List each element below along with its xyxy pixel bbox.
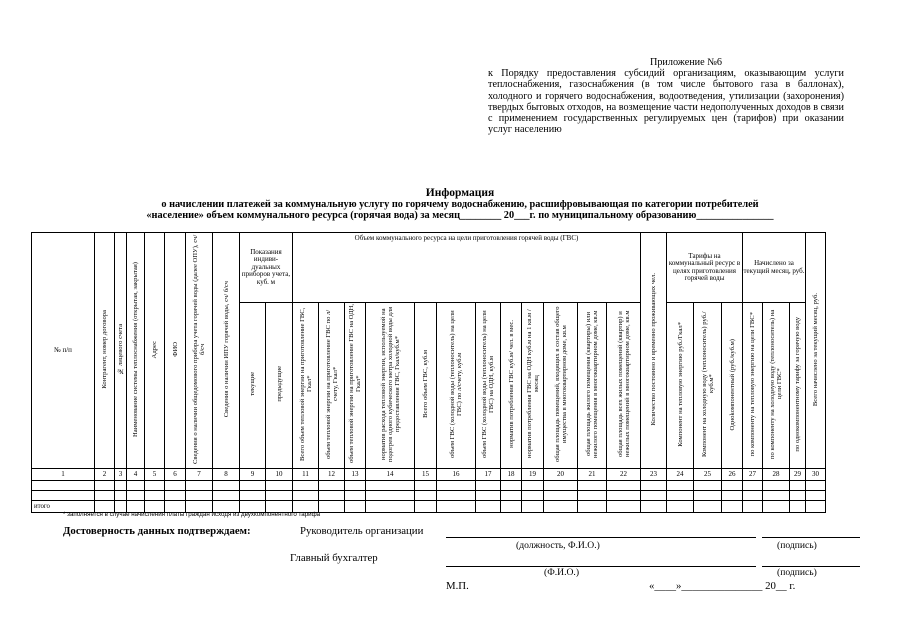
- total-cell: [743, 501, 763, 513]
- column-number-row: [32, 469, 826, 481]
- column-number-3: 3: [115, 469, 127, 481]
- group-head-tariffs: Тарифы на коммунальный ресурс в целях приготовления горячей воды: [667, 233, 743, 303]
- table-cell: [722, 481, 743, 491]
- table-cell: [293, 491, 319, 501]
- table-cell: [806, 481, 826, 491]
- table-cell: [790, 481, 806, 491]
- group-head-readings: Показания индиви- дуальных приборов учета, куб. м: [240, 233, 293, 303]
- table-cell: [145, 491, 165, 501]
- total-cell: [501, 501, 522, 513]
- table-cell: [763, 491, 790, 501]
- table-cell: [694, 491, 722, 501]
- col-head-25: Компонент на холодную воду (теплоноситель) руб./куб.м*: [694, 303, 722, 469]
- heading-line2: «население» объем коммунального ресурса (горячая вода) за месяц________ 20___г. по муниципальному образованию_______________: [146, 210, 774, 221]
- col-head-24: Компонент на тепловую энергию руб./Гкал*: [667, 303, 694, 469]
- total-cell: [319, 501, 345, 513]
- table-cell: [366, 481, 415, 491]
- table-cell: [694, 481, 722, 491]
- signature-hint: (подпись): [777, 540, 817, 551]
- table-cell: [345, 481, 366, 491]
- table-cell: [115, 491, 127, 501]
- table-cell: [578, 491, 607, 501]
- table-cell: [476, 491, 501, 501]
- column-number-8: 8: [213, 469, 240, 481]
- total-cell: [806, 501, 826, 513]
- group-head-volume: Объем коммунального ресурса на цели приготовления горячей воды (ГВС): [293, 233, 641, 303]
- col-head-18: норматив потребления ГВС куб.м/ чел. в мес.: [501, 303, 522, 469]
- group-head-accrued: Начислено за текущий месяц, руб.: [743, 233, 806, 303]
- footnote: * заполняется в случае начисления платы граждан исходя из двухкомпонентного тарифа: [63, 511, 321, 518]
- col-head-17: объем ГВС (холодной воды (теплоноситель) на цели ГВС) на ОДН, куб.м: [476, 303, 501, 469]
- fio-hint: (Ф.И.О.): [544, 567, 580, 578]
- total-cell: [345, 501, 366, 513]
- table-cell: [641, 491, 667, 501]
- col-head-27: по компоненту на тепловую энергию на цели ГВС*: [743, 303, 763, 469]
- col-head-4: Наименование системы теплоснабжения (открытая, закрытая): [127, 233, 145, 469]
- date-field: «____»_______________ 20__ г.: [649, 580, 796, 592]
- table-cell: [607, 481, 641, 491]
- table-cell: [319, 481, 345, 491]
- col-head-11: Всего объем тепловой энергии на приготовление ГВС, Гкал*: [293, 303, 319, 469]
- column-number-25: 25: [694, 469, 722, 481]
- col-head-5: Адрес: [145, 233, 165, 469]
- total-cell: [437, 501, 476, 513]
- table-cell: [293, 481, 319, 491]
- table-cell: [476, 481, 501, 491]
- table-cell: [95, 491, 115, 501]
- column-number-18: 18: [501, 469, 522, 481]
- col-head-7: Сведения о наличии общедомового прибора учета горячей воды (далее ОПУ), сч/ б/сч: [186, 233, 213, 469]
- table-cell: [544, 491, 578, 501]
- col-head-26: Одноkомпонентный (руб./куб.м): [722, 303, 743, 469]
- col-head-1: № п/п: [32, 233, 95, 469]
- table-cell: [319, 491, 345, 501]
- total-cell: [578, 501, 607, 513]
- position-hint: (должность, Ф.И.О.): [516, 540, 600, 551]
- heading-line1: о начислении платежей за коммунальную услугу по горячему водоснабжению, расшифровывающая по категории потребителей: [161, 199, 759, 210]
- col-head-21: общая площадь жилого помещения (квартиры) или нежилого помещения в многоквартирном доме, кв.м: [578, 303, 607, 469]
- col-head-13: объем тепловой энергии на приготовление ГВС на ОДН, Гкал*: [345, 303, 366, 469]
- appendix-text: к Порядку предоставления субсидий организациям, оказывающим услуги теплоснабжения, газоснабжения (в том числе бытового газа в баллонах), холодного и горячего водоснабжения, водоотведения, утилизации (захоронения) твердых бытовых отходов, на возмещение части недополученных доходов в связи с применением государственных регулируемых цен (тарифов) при оказании услуг населению: [488, 68, 844, 136]
- column-number-4: 4: [127, 469, 145, 481]
- table-cell: [641, 481, 667, 491]
- table-cell: [266, 491, 293, 501]
- column-number-9: 9: [240, 469, 266, 481]
- column-number-20: 20: [544, 469, 578, 481]
- total-cell: [790, 501, 806, 513]
- table-cell: [115, 481, 127, 491]
- accountant-label: Главный бухгалтер: [290, 552, 378, 564]
- head-label: Руководитель организации: [300, 525, 424, 537]
- document-heading: [60, 188, 860, 221]
- col-head-12: объем тепловой энергии на приготовление ГВС по л/счету, Гкал*: [319, 303, 345, 469]
- accrual-table: [31, 232, 826, 513]
- confirm-label: Достоверность данных подтверждаем:: [63, 525, 251, 537]
- table-cell: [578, 481, 607, 491]
- column-number-22: 22: [607, 469, 641, 481]
- total-cell: [694, 501, 722, 513]
- table-cell: [213, 481, 240, 491]
- signature-line: [762, 537, 860, 538]
- table-cell: [790, 491, 806, 501]
- table-cell: [415, 491, 437, 501]
- col-head-2: Контрагент, номер договора: [95, 233, 115, 469]
- total-cell: [522, 501, 544, 513]
- column-number-11: 11: [293, 469, 319, 481]
- table-cell: [522, 491, 544, 501]
- column-number-14: 14: [366, 469, 415, 481]
- column-number-7: 7: [186, 469, 213, 481]
- col-head-22: общая площадь всех жилых помещений (квартир) и нежилых помещений в многоквартирном доме, кв.м: [607, 303, 641, 469]
- table-cell: [743, 491, 763, 501]
- column-number-29: 29: [790, 469, 806, 481]
- table-row: [32, 481, 826, 491]
- table-cell: [544, 481, 578, 491]
- column-number-23: 23: [641, 469, 667, 481]
- table-cell: [806, 491, 826, 501]
- table-cell: [266, 481, 293, 491]
- table-row: [32, 491, 826, 501]
- appendix-block: [488, 57, 844, 135]
- table-cell: [415, 481, 437, 491]
- stamp-label: М.П.: [446, 580, 469, 592]
- column-number-10: 10: [266, 469, 293, 481]
- column-number-26: 26: [722, 469, 743, 481]
- total-cell: [366, 501, 415, 513]
- table-cell: [127, 481, 145, 491]
- table-cell: [32, 481, 95, 491]
- col-head-29: по однокомпонентному тарифу за горячую воду: [790, 303, 806, 469]
- col-head-30: Всего начислено за текущий месяц, руб.: [806, 233, 826, 469]
- fio-line: [446, 566, 756, 567]
- column-number-12: 12: [319, 469, 345, 481]
- table-cell: [127, 491, 145, 501]
- col-head-23: Количество постоянно и временно проживающих чел.: [641, 233, 667, 469]
- total-cell: [667, 501, 694, 513]
- total-cell: [763, 501, 790, 513]
- table-cell: [763, 481, 790, 491]
- column-number-16: 16: [437, 469, 476, 481]
- table-cell: [501, 491, 522, 501]
- table-cell: [165, 491, 186, 501]
- table-cell: [522, 481, 544, 491]
- column-number-6: 6: [165, 469, 186, 481]
- column-number-1: 1: [32, 469, 95, 481]
- col-head-16: объем ГВС (холодной воды (теплоноситель) на цели ГВС) по л/счету, куб.м: [437, 303, 476, 469]
- total-cell: [476, 501, 501, 513]
- column-number-27: 27: [743, 469, 763, 481]
- column-number-19: 19: [522, 469, 544, 481]
- column-number-13: 13: [345, 469, 366, 481]
- column-number-17: 17: [476, 469, 501, 481]
- table-cell: [145, 481, 165, 491]
- column-number-2: 2: [95, 469, 115, 481]
- table-cell: [743, 481, 763, 491]
- position-line: [446, 537, 756, 538]
- table-cell: [345, 491, 366, 501]
- col-head-20: общая площадь помещений, входящих в состав общего имущества в многоквартирном доме, кв.м: [544, 303, 578, 469]
- total-cell: [415, 501, 437, 513]
- col-head-14: норматив расхода тепловой энергии, используемой на подогрев одного кубического метра холодной воды для предоставления ГВС, Гкал/куб.м*: [366, 303, 415, 469]
- total-cell: [607, 501, 641, 513]
- heading-title: Информация: [425, 187, 495, 199]
- column-number-24: 24: [667, 469, 694, 481]
- total-cell: [722, 501, 743, 513]
- signature-hint-2: (подпись): [777, 567, 817, 578]
- table-cell: [95, 481, 115, 491]
- total-cell: [544, 501, 578, 513]
- table-cell: [240, 491, 266, 501]
- column-number-5: 5: [145, 469, 165, 481]
- appendix-title: Приложение №6: [649, 57, 723, 68]
- total-label: итого: [32, 501, 95, 513]
- table-cell: [437, 481, 476, 491]
- column-number-21: 21: [578, 469, 607, 481]
- table-cell: [213, 491, 240, 501]
- table-cell: [240, 481, 266, 491]
- col-head-3: № лицевого счета: [115, 233, 127, 469]
- column-number-15: 15: [415, 469, 437, 481]
- table-cell: [722, 491, 743, 501]
- table-cell: [667, 491, 694, 501]
- table-cell: [607, 491, 641, 501]
- table-cell: [165, 481, 186, 491]
- table-cell: [186, 481, 213, 491]
- total-cell: [641, 501, 667, 513]
- table-cell: [366, 491, 415, 501]
- col-head-15: Всего объем ГВС, куб.м: [415, 303, 437, 469]
- col-head-9: текущие: [240, 303, 266, 469]
- table-cell: [437, 491, 476, 501]
- table-cell: [667, 481, 694, 491]
- col-head-6: ФИО: [165, 233, 186, 469]
- col-head-19: норматив потребления ГВС на ОДН куб.м на 1 кв.м /месяц: [522, 303, 544, 469]
- col-head-8: Сведения о наличии ИПУ горячей воды, сч/ б/сч: [213, 233, 240, 469]
- column-number-28: 28: [763, 469, 790, 481]
- col-head-28: по компоненту на холодную воду (теплоноситель) на цели ГВС*: [763, 303, 790, 469]
- table-cell: [186, 491, 213, 501]
- table-cell: [32, 491, 95, 501]
- column-number-30: 30: [806, 469, 826, 481]
- table-cell: [501, 481, 522, 491]
- col-head-10: предыдущие: [266, 303, 293, 469]
